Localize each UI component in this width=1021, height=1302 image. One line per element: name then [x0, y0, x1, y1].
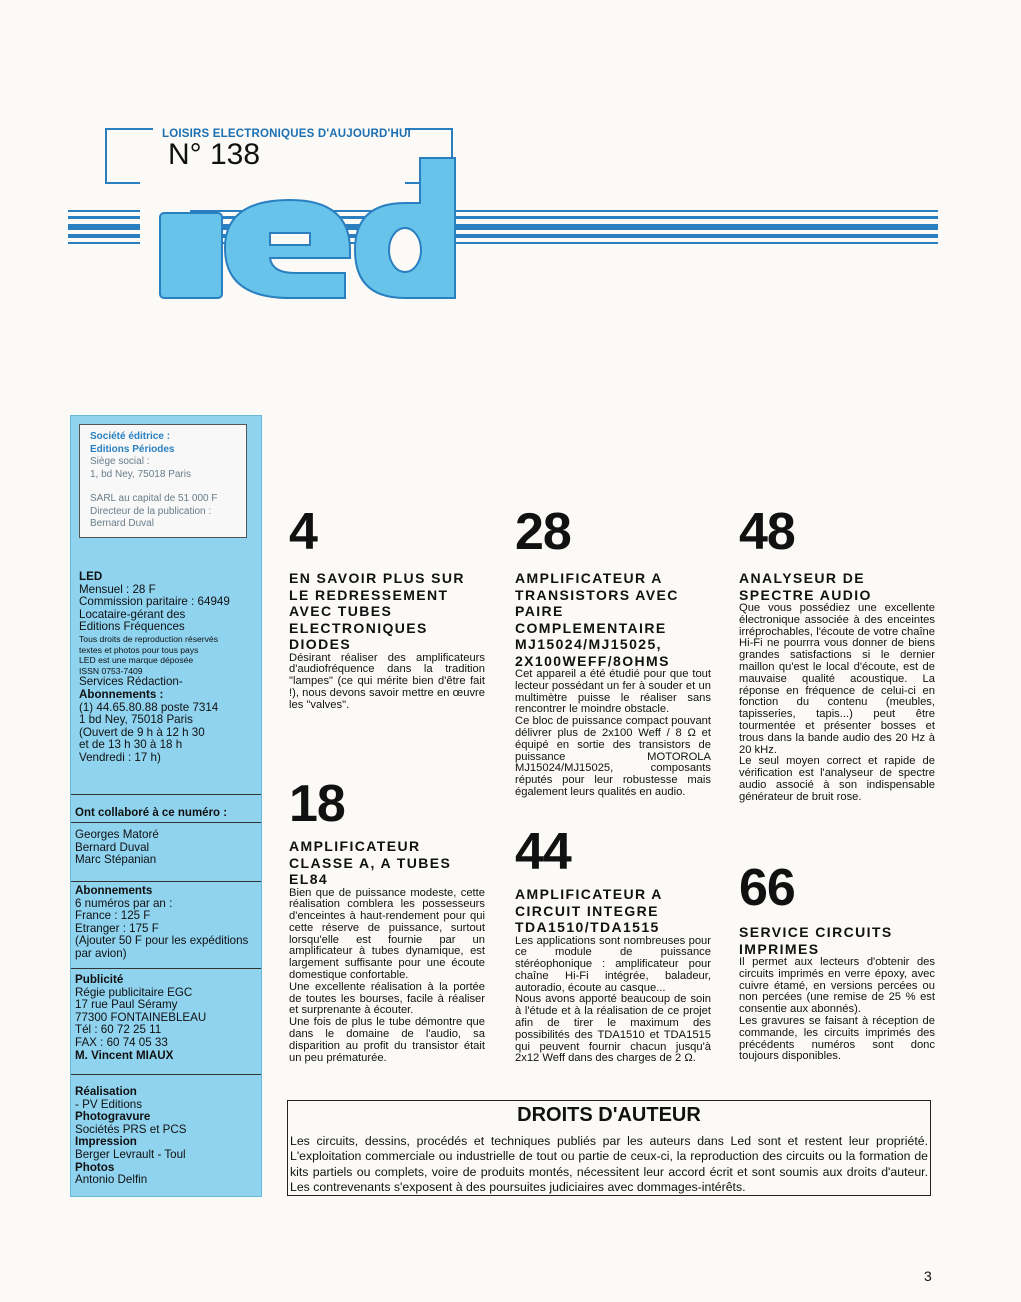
publisher-line: Siège social :	[90, 456, 150, 467]
credits-block	[75, 1086, 253, 1187]
services-line: et de 13 h 30 à 18 h	[79, 738, 183, 752]
article-paragraph: Cet appareil a été étudié pour que tout lecteur possédant un fer à souder et un multimètre puisse le réaliser sans rencontrer le moindre obstacle.	[515, 668, 711, 716]
legal-line: textes et photos pour tous pays	[79, 644, 199, 655]
article-title: SERVICE CIRCUITS IMPRIMES	[739, 924, 893, 957]
collab-names	[75, 829, 253, 867]
article-paragraph: Bien que de puissance modeste, cette réalisation comblera les possesseurs d'enceintes à haut-rendement pour qui cette réserve de puissance, surtout lorsqu'elle est fournie par un amplificateur à tubes dynamique, est largement suffisante pour une écoute domestique confortable.	[289, 886, 485, 982]
collab-heading: Ont collaboré à ce numéro :	[75, 807, 228, 819]
masthead-tagline: LOISIRS ELECTRONIQUES D'AUJOURD'HUI	[162, 128, 411, 140]
publisher-name: Editions Périodes	[90, 443, 175, 455]
collab-name: Georges Matoré	[75, 828, 159, 841]
services-line: Vendredi : 17 h)	[79, 750, 161, 764]
article-text	[739, 957, 935, 1063]
abonnements-heading: Abonnements	[75, 884, 153, 897]
credit-heading: Impression	[75, 1135, 137, 1149]
article-page-number: 4	[289, 503, 317, 561]
publicite-block	[75, 974, 253, 1062]
led-line: Mensuel : 28 F	[79, 582, 156, 596]
abonnements-line: 6 numéros par an :	[75, 896, 173, 910]
credit-heading: Photogravure	[75, 1110, 151, 1124]
abonnements-line: (Ajouter 50 F pour les expéditions	[75, 934, 249, 948]
legal-line: ISSN 0753-7409	[79, 665, 143, 676]
credit-heading: Réalisation	[75, 1085, 137, 1098]
services-line: Services Rédaction-	[79, 675, 183, 689]
article-page-number: 66	[739, 859, 795, 917]
services-line: (Ouvert de 9 h à 12 h 30	[79, 725, 205, 739]
publicite-contact: M. Vincent MIAUX	[75, 1048, 174, 1062]
publisher-box	[79, 424, 247, 538]
article-paragraph: Désirant réaliser des amplificateurs d'audiofréquence dans la tradition "lampes" (ce qui mérite bien d'être fait !), nous devons savoir mettre en œuvre les "valves".	[289, 651, 485, 711]
publicite-line: Tél : 60 72 25 11	[75, 1023, 162, 1037]
copyright-text: Les circuits, dessins, procédés et techniques publiés par les auteurs dans Led sont et restent leur propriété. L'exploitation commerciale ou industrielle de tout ou partie de ceux-ci, la reproduction des circuits ou la formation de kits partiels ou complets, voire de produits montés, nécessitent leur accord écrit et sont soumis aux droits d'auteur. Les contrevenants s'exposent à des poursuites judiciaires avec dommages-intérêts.	[290, 1134, 928, 1194]
credit-heading: Photos	[75, 1160, 115, 1174]
article-44	[515, 823, 711, 1065]
article-18	[289, 775, 485, 1064]
publicite-heading: Publicité	[75, 973, 124, 986]
collab-name: Marc Stépanian	[75, 853, 157, 867]
article-28	[515, 503, 711, 799]
article-text	[739, 603, 935, 804]
publicite-line: 17 rue Paul Séramy	[75, 998, 178, 1012]
issue-number: N° 138	[168, 138, 261, 171]
article-page-number: 18	[289, 775, 345, 833]
services-line: 1 bd Ney, 75018 Paris	[79, 713, 193, 727]
article-page-number: 48	[739, 503, 795, 561]
abonnements-line: Etranger : 175 F	[75, 921, 159, 935]
publicite-line: 77300 FONTAINEBLEAU	[75, 1010, 207, 1024]
publisher-line: Bernard Duval	[90, 518, 154, 529]
led-label: LED	[79, 570, 103, 583]
article-paragraph: Que vous possédiez une excellente électronique associée à des enceintes irréprochables, l'écoute de votre chaîne Hi-Fi ne pourrra vous donner de biens grandes satisfactions si le dernier maillon qu'est le local d'écoute, est de mauvaise qualité acoustique. La réponse en fréquence de celui-ci en fonction du contenu (meubles, tapisseries, tapis...) peut être tourmentée et présenter bosses et trous dans la bande audio des 20 Hz à 20 kHz.	[739, 602, 935, 756]
article-paragraph: Une excellente réalisation à la portée de toutes les bourses, facile à réaliser et surprenante à écouter.	[289, 980, 485, 1017]
publisher-line: Directeur de la publication :	[90, 505, 212, 517]
article-paragraph: Le seul moyen correct et rapide de vérification est l'analyseur de spectre audio associé à son indispensable générateur de bruit rose.	[739, 755, 935, 803]
publicite-line: Régie publicitaire EGC	[75, 985, 193, 999]
article-text	[515, 936, 711, 1066]
article-title: AMPLIFICATEUR CLASSE A, A TUBES EL84	[289, 838, 452, 887]
led-info-block	[79, 571, 257, 765]
credit-value: Sociétés PRS et PCS	[75, 1122, 187, 1136]
abonnements-block	[75, 885, 253, 961]
masthead	[0, 0, 1021, 310]
article-text	[289, 653, 485, 712]
page-number: 3	[924, 1268, 932, 1284]
abonnements-line: France : 125 F	[75, 909, 151, 923]
publicite-line: FAX : 60 74 05 33	[75, 1035, 168, 1049]
article-title: ANALYSEUR DE SPECTRE AUDIO	[739, 570, 872, 603]
services-line: (1) 44.65.80.88 poste 7314	[79, 700, 219, 714]
article-page-number: 28	[515, 503, 571, 561]
publisher-label: Société éditrice :	[90, 431, 171, 442]
led-line: Editions Fréquences	[79, 620, 185, 634]
article-4	[289, 503, 485, 711]
sidebar	[70, 415, 262, 1197]
article-title: AMPLIFICATEUR A TRANSISTORS AVEC PAIRE COMPLEMENTAIRE MJ15024/MJ15025, 2X100WEFF/8OHMS	[515, 570, 679, 669]
led-line: Commission paritaire : 64949	[79, 595, 230, 609]
legal-line: LED est une marque déposée	[79, 655, 194, 666]
article-paragraph: Nous avons apporté beaucoup de soin à l'étude et à la réalisation de ce projet afin de tirer le maximum des possibilités des TDA1510 et TDA1515 qui peuvent fournir chacun jusqu'à 2x12 Weff dans des charges de 2 Ω.	[515, 993, 711, 1065]
article-text	[289, 888, 485, 1065]
collab-name: Bernard Duval	[75, 840, 150, 854]
article-title: EN SAVOIR PLUS SUR LE REDRESSEMENT AVEC TUBES ELECTRONIQUES DIODES	[289, 570, 465, 652]
publisher-line: 1, bd Ney, 75018 Paris	[90, 468, 191, 480]
article-paragraph: Une fois de plus le tube démontre que dans le domaine de l'audio, sa disparition au profit du transistor était un peu prématurée.	[289, 1016, 485, 1064]
article-title: AMPLIFICATEUR A CIRCUIT INTEGRE TDA1510/TDA1515	[515, 886, 663, 935]
led-line: Locataire-gérant des	[79, 607, 186, 621]
credit-value: - PV Editions	[75, 1097, 143, 1111]
article-48	[739, 503, 935, 804]
article-paragraph: Les applications sont nombreuses pour ce module de puissance stéréophonique : amplificateur pour chaîne Hi-Fi intégrée, baladeur, autoradio, écoute au casque...	[515, 934, 711, 994]
publisher-line: SARL au capital de 51 000 F	[90, 493, 218, 504]
article-paragraph: Ce bloc de puissance compact pouvant délivrer plus de 2x100 Weff / 8 Ω et équipé en sortie des transistors de puissance MOTOROLA MJ15024/MJ15025, composants réputés pour leur robustesse mais également leurs qualités en audio.	[515, 715, 711, 798]
article-paragraph: Les gravures se faisant à réception de commande, les circuits imprimés des précédents numéros sont donc toujours disponibles.	[739, 1014, 935, 1063]
copyright-box	[287, 1100, 931, 1196]
article-text	[515, 669, 711, 799]
copyright-title: DROITS D'AUTEUR	[517, 1104, 701, 1126]
article-page-number: 44	[515, 823, 571, 881]
legal-line: Tous droits de reproduction réservés	[79, 633, 219, 644]
credit-value: Antonio Delfin	[75, 1173, 148, 1187]
credit-value: Berger Levrault - Toul	[75, 1147, 186, 1161]
article-66	[739, 859, 935, 1063]
abonnements-line: par avion)	[75, 946, 127, 960]
services-line: Abonnements :	[79, 687, 164, 701]
article-paragraph: Il permet aux lecteurs d'obtenir des circuits imprimés en verre époxy, avec cuivre étamé, en versions percées ou non percées (une remise de 25 % est consentie aux abonnés).	[739, 956, 935, 1016]
